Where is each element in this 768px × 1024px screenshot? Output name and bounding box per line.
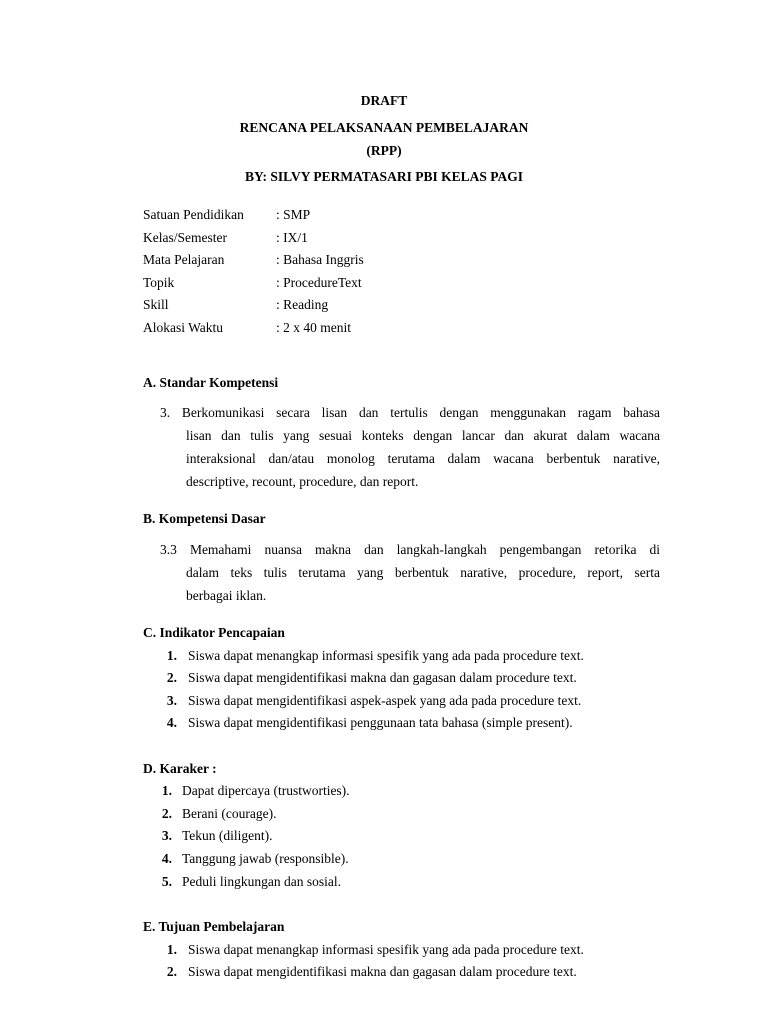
info-label: Alokasi Waktu (143, 320, 224, 335)
list-number: 2. (161, 806, 172, 821)
section-d-heading: D. Karaker : (143, 761, 217, 776)
list-item: Siswa dapat menangkap informasi spesifik yang ada pada procedure text. (188, 942, 584, 957)
list-number: 1. (166, 942, 177, 957)
info-label: Satuan Pendidikan (143, 207, 244, 222)
list-number: 4. (166, 715, 177, 730)
list-number: 4. (161, 851, 172, 866)
list-item: Tanggung jawab (responsible). (182, 851, 349, 866)
info-value: : ProcedureText (276, 275, 362, 290)
list-item: Dapat dipercaya (trustworties). (182, 783, 350, 798)
paragraph-line: lisan dan tulis yang sesuai konteks dengan lancar dan akurat dalam wacana (186, 428, 660, 443)
list-number: 2. (166, 670, 177, 685)
list-number: 1. (161, 783, 172, 798)
list-item: Siswa dapat mengidentifikasi makna dan gagasan dalam procedure text. (188, 964, 577, 979)
list-number: 2. (166, 964, 177, 979)
section-b-paragraph (160, 538, 660, 561)
info-value: : IX/1 (276, 230, 308, 245)
info-label: Skill (143, 297, 169, 312)
paragraph-line: berbagai iklan. (186, 588, 267, 603)
section-b-heading: B. Kompetensi Dasar (143, 511, 266, 526)
list-item: Siswa dapat mengidentifikasi makna dan gagasan dalam procedure text. (188, 670, 577, 685)
info-value: : Reading (276, 297, 329, 312)
section-a-heading: A. Standar Kompetensi (143, 375, 279, 390)
document-title: RENCANA PELAKSANAAN PEMBELAJARAN (239, 120, 529, 135)
section-a-paragraph (160, 401, 660, 424)
info-value: : Bahasa Inggris (276, 252, 364, 267)
info-label: Topik (143, 275, 175, 290)
section-a-paragraph-cont (186, 424, 660, 493)
paragraph-line: descriptive, recount, procedure, dan report. (186, 474, 419, 489)
list-number: 3. (166, 693, 177, 708)
paragraph-line: 3. Berkomunikasi secara lisan dan tertulis dengan menggunakan ragam bahasa (160, 405, 660, 420)
list-item: Tekun (diligent). (182, 828, 273, 843)
info-value: : SMP (276, 207, 311, 222)
paragraph-line: 3.3 Memahami nuansa makna dan langkah-langkah pengembangan retorika di (160, 542, 660, 557)
list-item: Siswa dapat mengidentifikasi penggunaan tata bahasa (simple present). (188, 715, 573, 730)
paragraph-line: interaksional dan/atau monolog terutama dalam wacana berbentuk narative, (186, 451, 660, 466)
list-number: 1. (166, 648, 177, 663)
info-label: Kelas/Semester (143, 230, 227, 245)
info-label: Mata Pelajaran (143, 252, 225, 267)
list-number: 3. (161, 828, 172, 843)
list-number: 5. (161, 874, 172, 889)
draft-label: DRAFT (360, 93, 408, 108)
paragraph-line: dalam teks tulis terutama yang berbentuk narative, procedure, report, serta (186, 565, 660, 580)
info-value: : 2 x 40 menit (276, 320, 351, 335)
document-author: BY: SILVY PERMATASARI PBI KELAS PAGI (245, 169, 523, 184)
section-c-heading: C. Indikator Pencapaian (143, 625, 285, 640)
list-item: Siswa dapat mengidentifikasi aspek-aspek yang ada pada procedure text. (188, 693, 582, 708)
document-abbreviation: (RPP) (366, 143, 402, 158)
section-b-paragraph-cont (186, 561, 660, 607)
list-item: Peduli lingkungan dan sosial. (182, 874, 341, 889)
list-item: Siswa dapat menangkap informasi spesifik yang ada pada procedure text. (188, 648, 584, 663)
list-item: Berani (courage). (182, 806, 277, 821)
section-e-heading: E. Tujuan Pembelajaran (143, 919, 285, 934)
